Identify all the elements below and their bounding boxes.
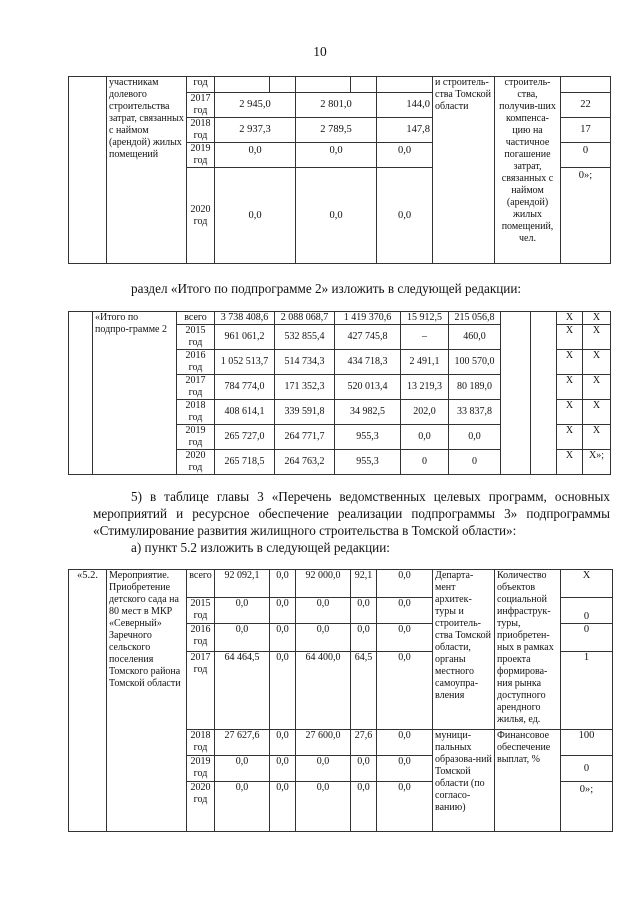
value-cell: 0,0 xyxy=(215,598,270,624)
value-cell: 0,0 xyxy=(296,143,377,168)
value-cell: 2 945,0 xyxy=(215,93,296,118)
value-cell: 1 419 370,6 xyxy=(335,312,401,325)
value-cell: 0,0 xyxy=(377,143,433,168)
executor-cell: и строитель-ства Томской области xyxy=(433,77,495,264)
value-cell: 3 738 408,6 xyxy=(215,312,275,325)
indicator-top: Количество объектов социальной инфраструк-туры, приобретен-ных в рамках проекта формирова-ния рынка доступного арендного жилья, ед. xyxy=(495,570,561,730)
value-cell: – xyxy=(401,325,449,350)
value-cell: 0,0 xyxy=(270,730,296,756)
indicator-value: 0»; xyxy=(561,168,611,264)
year-cell: всего xyxy=(187,570,215,598)
value-cell: 202,0 xyxy=(401,400,449,425)
value-cell: 33 837,8 xyxy=(449,400,501,425)
value-cell: 27,6 xyxy=(351,730,377,756)
value-cell: 171 352,3 xyxy=(275,375,335,400)
value-cell: 0,0 xyxy=(377,598,433,624)
value-cell: 0 xyxy=(401,450,449,475)
x-cell: Х»; xyxy=(583,450,611,475)
x-cell: Х xyxy=(583,325,611,350)
year-2018: 2018 год xyxy=(187,118,215,143)
value-cell: 434 718,3 xyxy=(335,350,401,375)
value-cell: 34 982,5 xyxy=(335,400,401,425)
value-cell: 0,0 xyxy=(351,756,377,782)
executor-top: Департа-мент архитек-туры и строитель-ства Томской области, органы местного самоупра-вления xyxy=(433,570,495,730)
value-cell: 100 570,0 xyxy=(449,350,501,375)
value-cell: 784 774,0 xyxy=(215,375,275,400)
value-cell: 2 491,1 xyxy=(401,350,449,375)
value-cell: 0,0 xyxy=(215,782,270,832)
value-cell: 0,0 xyxy=(270,782,296,832)
indicator-value: 0 xyxy=(561,624,613,652)
value-cell: 265 727,0 xyxy=(215,425,275,450)
indicator-value: 22 xyxy=(561,93,611,118)
value-cell: 80 189,0 xyxy=(449,375,501,400)
value-cell: 0,0 xyxy=(377,570,433,598)
value-cell: 0,0 xyxy=(377,756,433,782)
indicator-value: 1 xyxy=(561,652,613,730)
value-cell: 0,0 xyxy=(351,598,377,624)
year-cell: 2018 год xyxy=(177,400,215,425)
value-cell: 0,0 xyxy=(377,652,433,730)
year-cell: 2015 год xyxy=(187,598,215,624)
table-1 xyxy=(68,76,611,264)
value-cell: 147,8 xyxy=(377,118,433,143)
indicator-value: 0 xyxy=(561,143,611,168)
empty-cell xyxy=(69,77,107,264)
value-cell: 339 591,8 xyxy=(275,400,335,425)
value-cell: 0,0 xyxy=(351,782,377,832)
indicator-bottom: Финансовое обеспечение выплат, % xyxy=(495,730,561,832)
value-cell: 144,0 xyxy=(377,93,433,118)
indicator-value: 0 xyxy=(561,598,613,624)
x-cell: Х xyxy=(557,325,583,350)
value-cell: 64,5 xyxy=(351,652,377,730)
x-cell: Х xyxy=(583,350,611,375)
value-cell: 265 718,5 xyxy=(215,450,275,475)
value-cell: 961 061,2 xyxy=(215,325,275,350)
paragraph-2-line-1: 5) в таблице главы 3 «Перечень ведомственных целевых программ, основных xyxy=(131,489,610,504)
indicator-value: 0»; xyxy=(561,782,613,832)
value-cell: 0,0 xyxy=(270,624,296,652)
x-cell: Х xyxy=(557,375,583,400)
value-cell: 264 771,7 xyxy=(275,425,335,450)
x-cell: Х xyxy=(583,425,611,450)
value-cell: 13 219,3 xyxy=(401,375,449,400)
measure-description: участникам долевого строительства затрат, связанных с наймом (арендой) жилых помещений xyxy=(107,77,187,264)
paragraph-1: раздел «Итого по подпрограмме 2» изложить в следующей редакции: xyxy=(131,281,522,296)
value-cell: 0,0 xyxy=(215,756,270,782)
value-cell: 27 600,0 xyxy=(296,730,351,756)
year-cell: 2016 год xyxy=(187,624,215,652)
value-cell: 0,0 xyxy=(351,624,377,652)
value-cell: 64 400,0 xyxy=(296,652,351,730)
value-cell: 0,0 xyxy=(401,425,449,450)
year-2019: 2019 год xyxy=(187,143,215,168)
value-cell: 460,0 xyxy=(449,325,501,350)
value-cell: 0,0 xyxy=(377,730,433,756)
value-cell: 92 000,0 xyxy=(296,570,351,598)
value-cell: 27 627,6 xyxy=(215,730,270,756)
x-cell: Х xyxy=(557,350,583,375)
item-number: «5.2. xyxy=(69,570,107,832)
year-label: год xyxy=(187,77,215,93)
value-cell: 427 745,8 xyxy=(335,325,401,350)
indicator-value: 100 xyxy=(561,730,613,756)
value-cell: 0,0 xyxy=(296,782,351,832)
year-cell: 2018 год xyxy=(187,730,215,756)
x-cell: Х xyxy=(583,312,611,325)
paragraph-2-line-4: а) пункт 5.2 изложить в следующей редакции: xyxy=(131,540,390,555)
value-cell: 215 056,8 xyxy=(449,312,501,325)
value-cell: 0 xyxy=(449,450,501,475)
indicator-value: Х xyxy=(561,570,613,598)
year-cell: 2017 год xyxy=(177,375,215,400)
x-cell: Х xyxy=(557,425,583,450)
value-cell: 0,0 xyxy=(296,624,351,652)
value-cell: 0,0 xyxy=(296,168,377,264)
value-cell: 64 464,5 xyxy=(215,652,270,730)
x-cell: Х xyxy=(583,400,611,425)
value-cell: 2 789,5 xyxy=(296,118,377,143)
x-cell: Х xyxy=(557,450,583,475)
value-cell: 0,0 xyxy=(296,756,351,782)
value-cell: 2 088 068,7 xyxy=(275,312,335,325)
value-cell: 15 912,5 xyxy=(401,312,449,325)
executor-bottom: муници-пальных образова-ний Томской области (по согласо-ванию) xyxy=(433,730,495,832)
value-cell: 514 734,3 xyxy=(275,350,335,375)
value-cell: 0,0 xyxy=(296,598,351,624)
table-3 xyxy=(68,569,613,832)
value-cell: 0,0 xyxy=(377,168,433,264)
value-cell: 0,0 xyxy=(270,570,296,598)
year-cell: всего xyxy=(177,312,215,325)
x-cell: Х xyxy=(557,400,583,425)
page-number: 10 xyxy=(313,44,327,59)
value-cell: 408 614,1 xyxy=(215,400,275,425)
total-label: «Итого по подпро-грамме 2 xyxy=(93,312,177,475)
value-cell: 955,3 xyxy=(335,425,401,450)
value-cell: 92 092,1 xyxy=(215,570,270,598)
value-cell: 0,0 xyxy=(270,598,296,624)
x-cell: Х xyxy=(557,312,583,325)
value-cell: 0,0 xyxy=(377,624,433,652)
indicator-value: 0 xyxy=(561,756,613,782)
year-cell: 2019 год xyxy=(177,425,215,450)
value-cell: 955,3 xyxy=(335,450,401,475)
year-cell: 2020 год xyxy=(177,450,215,475)
year-cell: 2015 год xyxy=(177,325,215,350)
year-cell: 2017 год xyxy=(187,652,215,730)
paragraph-2-line-3: «Стимулирование развития жилищного строительства в Томской области»: xyxy=(93,523,517,538)
value-cell: 2 937,3 xyxy=(215,118,296,143)
value-cell: 0,0 xyxy=(377,782,433,832)
year-cell: 2016 год xyxy=(177,350,215,375)
year-2020: 2020 год xyxy=(187,168,215,264)
indicator-value: 17 xyxy=(561,118,611,143)
value-cell: 92,1 xyxy=(351,570,377,598)
value-cell: 0,0 xyxy=(449,425,501,450)
value-cell: 0,0 xyxy=(270,756,296,782)
table-2 xyxy=(68,311,611,475)
value-cell: 2 801,0 xyxy=(296,93,377,118)
value-cell: 264 763,2 xyxy=(275,450,335,475)
paragraph-2-line-2: мероприятий и ресурсное обеспечение реализации подпрограммы 3» подпрограммы xyxy=(93,506,610,521)
value-cell: 0,0 xyxy=(215,168,296,264)
value-cell: 0,0 xyxy=(215,143,296,168)
x-cell: Х xyxy=(583,375,611,400)
value-cell: 1 052 513,7 xyxy=(215,350,275,375)
value-cell: 520 013,4 xyxy=(335,375,401,400)
value-cell: 0,0 xyxy=(270,652,296,730)
value-cell: 532 855,4 xyxy=(275,325,335,350)
year-cell: 2019 год xyxy=(187,756,215,782)
value-cell: 0,0 xyxy=(215,624,270,652)
indicator-cell: строитель-ства, получив-ших компенса-цию на частичное погашение затрат, связанных с наймом (арендой) жилых помещений, чел. xyxy=(495,77,561,264)
measure-name: Мероприятие. Приобретение детского сада на 80 мест в МКР «Северный» Заречного сельского поселения Томского района Томской области xyxy=(107,570,187,832)
year-cell: 2020 год xyxy=(187,782,215,832)
year-2017: 2017 год xyxy=(187,93,215,118)
